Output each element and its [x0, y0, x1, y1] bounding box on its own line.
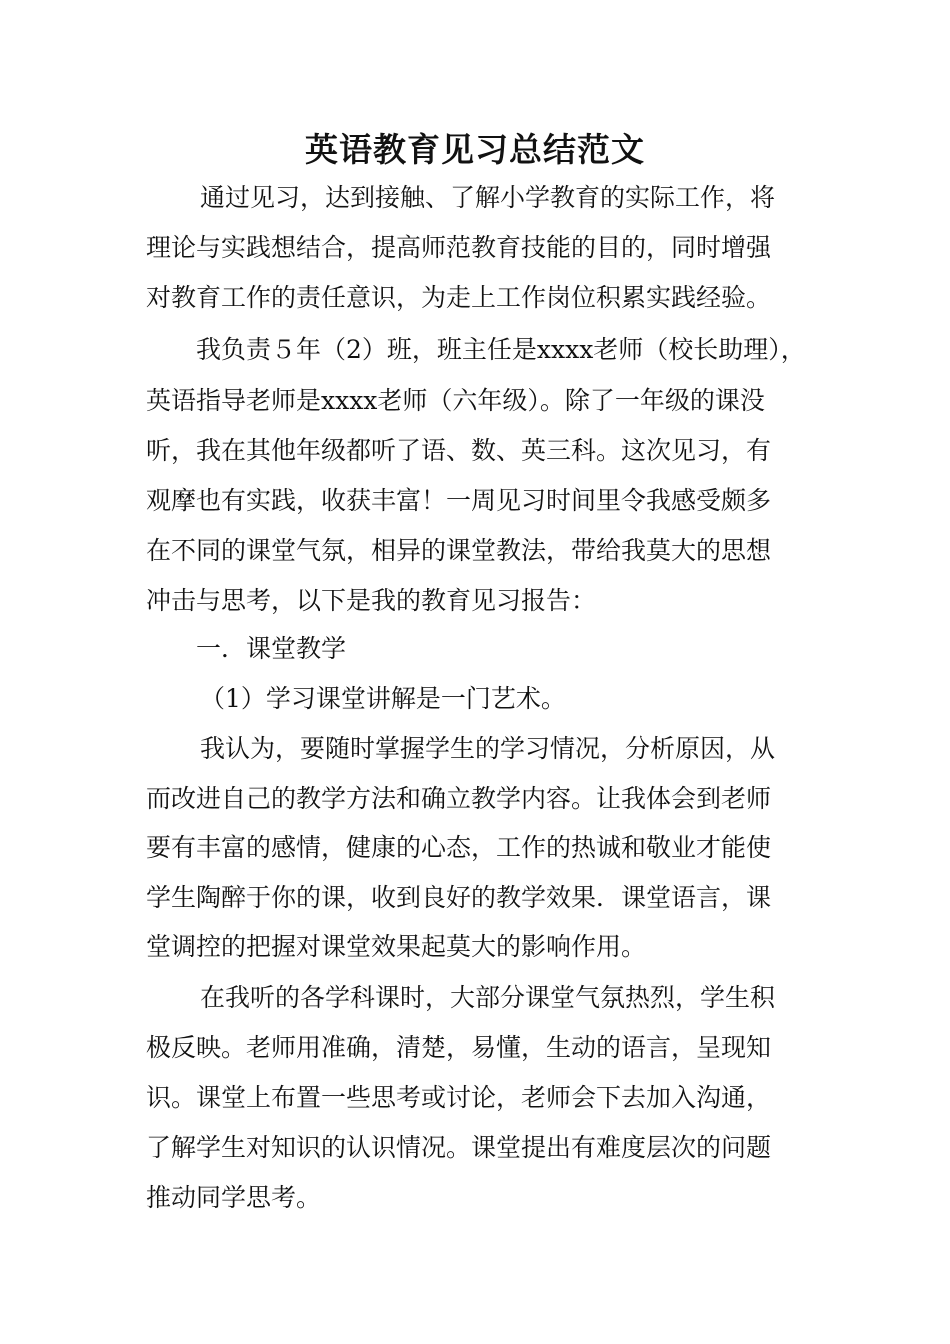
- paragraph-line: 在我听的各学科课时，大部分课堂气氛热烈，学生积: [200, 983, 776, 1012]
- document-title: 英语教育见习总结范文: [305, 130, 645, 169]
- paragraph-line: 学生陶醉于你的课，收到良好的教学效果．课堂语言，课: [146, 883, 772, 912]
- paragraph-line: 观摩也有实践，收获丰富！一周见习时间里令我感受颇多: [146, 486, 772, 515]
- paragraph-line: 识。课堂上布置一些思考或讨论，老师会下去加入沟通，: [146, 1083, 772, 1112]
- paragraph-line: 理论与实践想结合，提高师范教育技能的目的，同时增强: [146, 233, 772, 262]
- paragraph-line: 在不同的课堂气氛，相异的课堂教法，带给我莫大的思想: [146, 536, 772, 565]
- paragraph-line: 通过见习，达到接触、了解小学教育的实际工作，将: [200, 183, 776, 212]
- paragraph-line: 要有丰富的感情，健康的心态，工作的热诚和敬业才能使: [146, 833, 772, 862]
- paragraph-line: 对教育工作的责任意识，为走上工作岗位积累实践经验。: [146, 283, 772, 312]
- paragraph-line: 堂调控的把握对课堂效果起莫大的影响作用。: [146, 932, 647, 961]
- paragraph-line: 我认为，要随时掌握学生的学习情况，分析原因，从: [200, 734, 776, 763]
- paragraph-line: 极反映。老师用准确，清楚，易懂，生动的语言，呈现知: [146, 1033, 772, 1062]
- paragraph-line: 了解学生对知识的认识情况。课堂提出有难度层次的问题: [146, 1133, 772, 1162]
- paragraph-line: 推动同学思考。: [146, 1183, 322, 1212]
- section-heading: 一．课堂教学: [196, 634, 347, 663]
- paragraph-line: 冲击与思考，以下是我的教育见习报告：: [146, 586, 597, 615]
- subsection-heading: （1）学习课堂讲解是一门艺术。: [200, 684, 566, 713]
- paragraph-line: 我负责５年（2）班，班主任是xxxx老师（校长助理），: [196, 335, 806, 364]
- paragraph-line: 而改进自己的教学方法和确立教学内容。让我体会到老师: [146, 784, 772, 813]
- paragraph-line: 听，我在其他年级都听了语、数、英三科。这次见习，有: [146, 436, 772, 465]
- paragraph-line: 英语指导老师是xxxx老师（六年级）。除了一年级的课没: [146, 386, 765, 415]
